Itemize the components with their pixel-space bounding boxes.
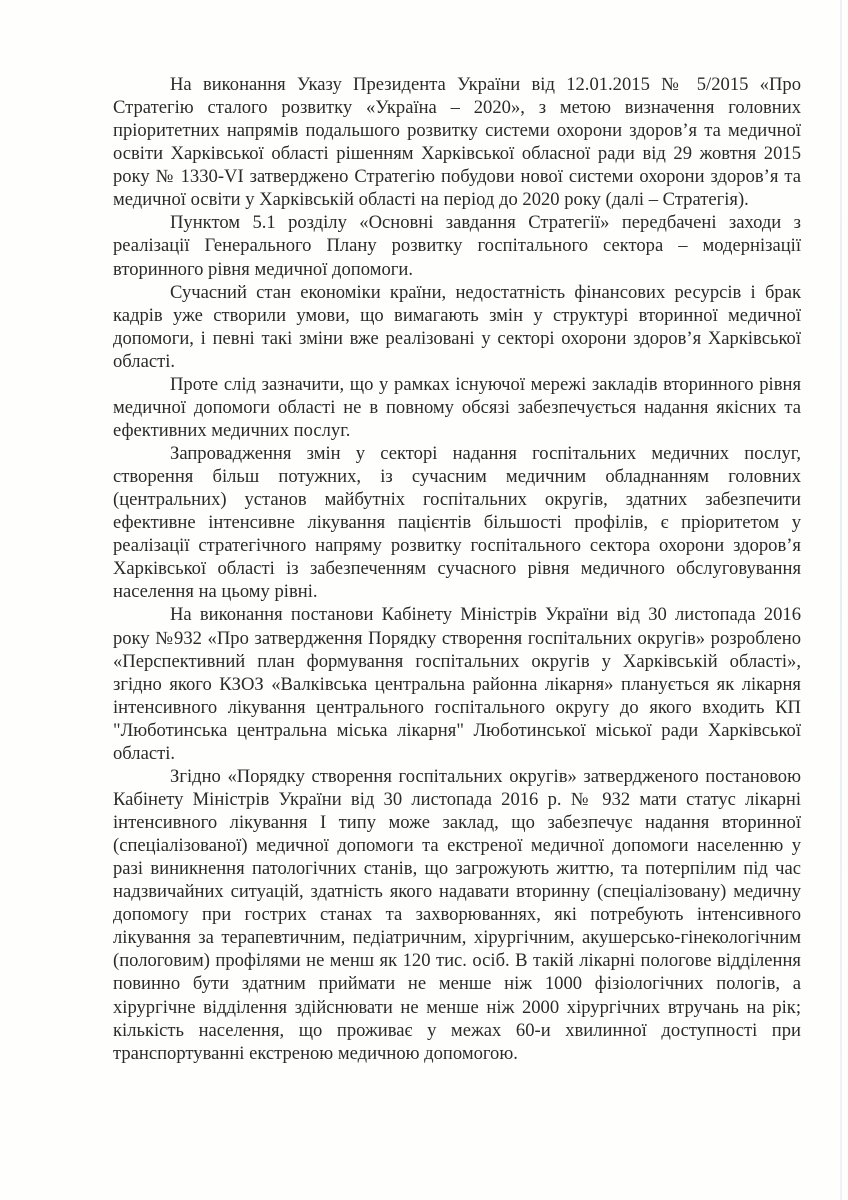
scan-edge	[840, 0, 842, 1200]
paragraph-network-quality: Проте слід зазначити, що у рамках існуючої мережі закладів вторинного рівня медичної допомоги області не в повному обсязі забезпечується надання якісних та ефективних медичних послуг.	[113, 373, 801, 441]
paragraph-hospital-districts-plan: На виконання постанови Кабінету Міністрів України від 30 листопада 2016 року №932 «Про затвердження Порядку створення госпітальних округів» розроблено «Перспективний план формування госпітальних округів у Харківській області», згідно якого КЗОЗ «Валківська центральна районна лікарня» планується як лікарня інтенсивного лікування центрального госпітального округу до якого входить КП "Люботинська центральна міська лікарня" Люботинської міської ради Харківської області.	[113, 604, 801, 764]
paragraph-economy-state: Сучасний стан економіки країни, недостатність фінансових ресурсів і брак кадрів уже створили умови, що вимагають змін у структурі вторинної медичної допомоги, і певні такі зміни вже реалізовані у секторі охорони здоров’я Харківської області.	[113, 281, 801, 372]
paragraph-hospital-changes: Запровадження змін у секторі надання госпітальних медичних послуг, створення більш потужних, із сучасним медичним обладнанням головних (центральних) установ майбутніх госпітальних округів, здатних забезпечити ефективне інтенсивне лікування пацієнтів більшості профілів, є пріоритетом у реалізації стратегічного напряму розвитку госпітального сектора охорони здоров’я Харківської області із забезпеченням сучасного рівня медичного обслуговування населення на цьому рівні.	[113, 443, 801, 603]
paragraph-strategy-clause: Пунктом 5.1 розділу «Основні завдання Стратегії» передбачені заходи з реалізації Генерального Плану розвитку госпітального сектора – модернізації вторинного рівня медичної допомоги.	[113, 212, 801, 280]
paragraph-intensive-care-criteria: Згідно «Порядку створення госпітальних округів» затвердженого постановою Кабінету Міністрів України від 30 листопада 2016 р. № 932 мати статус лікарні інтенсивного лікування І типу може заклад, що забезпечує надання вторинної (спеціалізованої) медичної допомоги та екстреної медичної допомоги населенню у разі виникнення патологічних станів, що загрожують життю, та потерпілим під час надзвичайних ситуацій, здатність якого надавати вторинну (спеціалізовану) медичну допомогу при гострих станах та захворюваннях, які потребують інтенсивного лікування за терапевтичним, педіатричним, хірургічним, акушерсько-гінекологічним (пологовим) профілями не менш як 120 тис. осіб. В такій лікарні пологове відділення повинно бути здатним приймати не менше ніж 1000 фізіологічних пологів, а хірургічне відділення здійснювати не менше ніж 2000 хірургічних втручань на рік; кількість населення, що проживає у межах 60-и хвилинної доступності при транспортуванні екстреною медичною допомогою.	[113, 765, 801, 1064]
document-body	[113, 73, 801, 1065]
paragraph-strategy-decree: На виконання Указу Президента України від 12.01.2015 № 5/2015 «Про Стратегію сталого розвитку «Україна – 2020», з метою визначення головних пріоритетних напрямів подальшого розвитку системи охорони здоров’я та медичної освіти Харківської області рішенням Харківської обласної ради від 29 жовтня 2015 року № 1330-VI затверджено Стратегію побудови нової системи охорони здоров’я та медичної освіти у Харківській області на період до 2020 року (далі – Стратегія).	[113, 74, 801, 211]
